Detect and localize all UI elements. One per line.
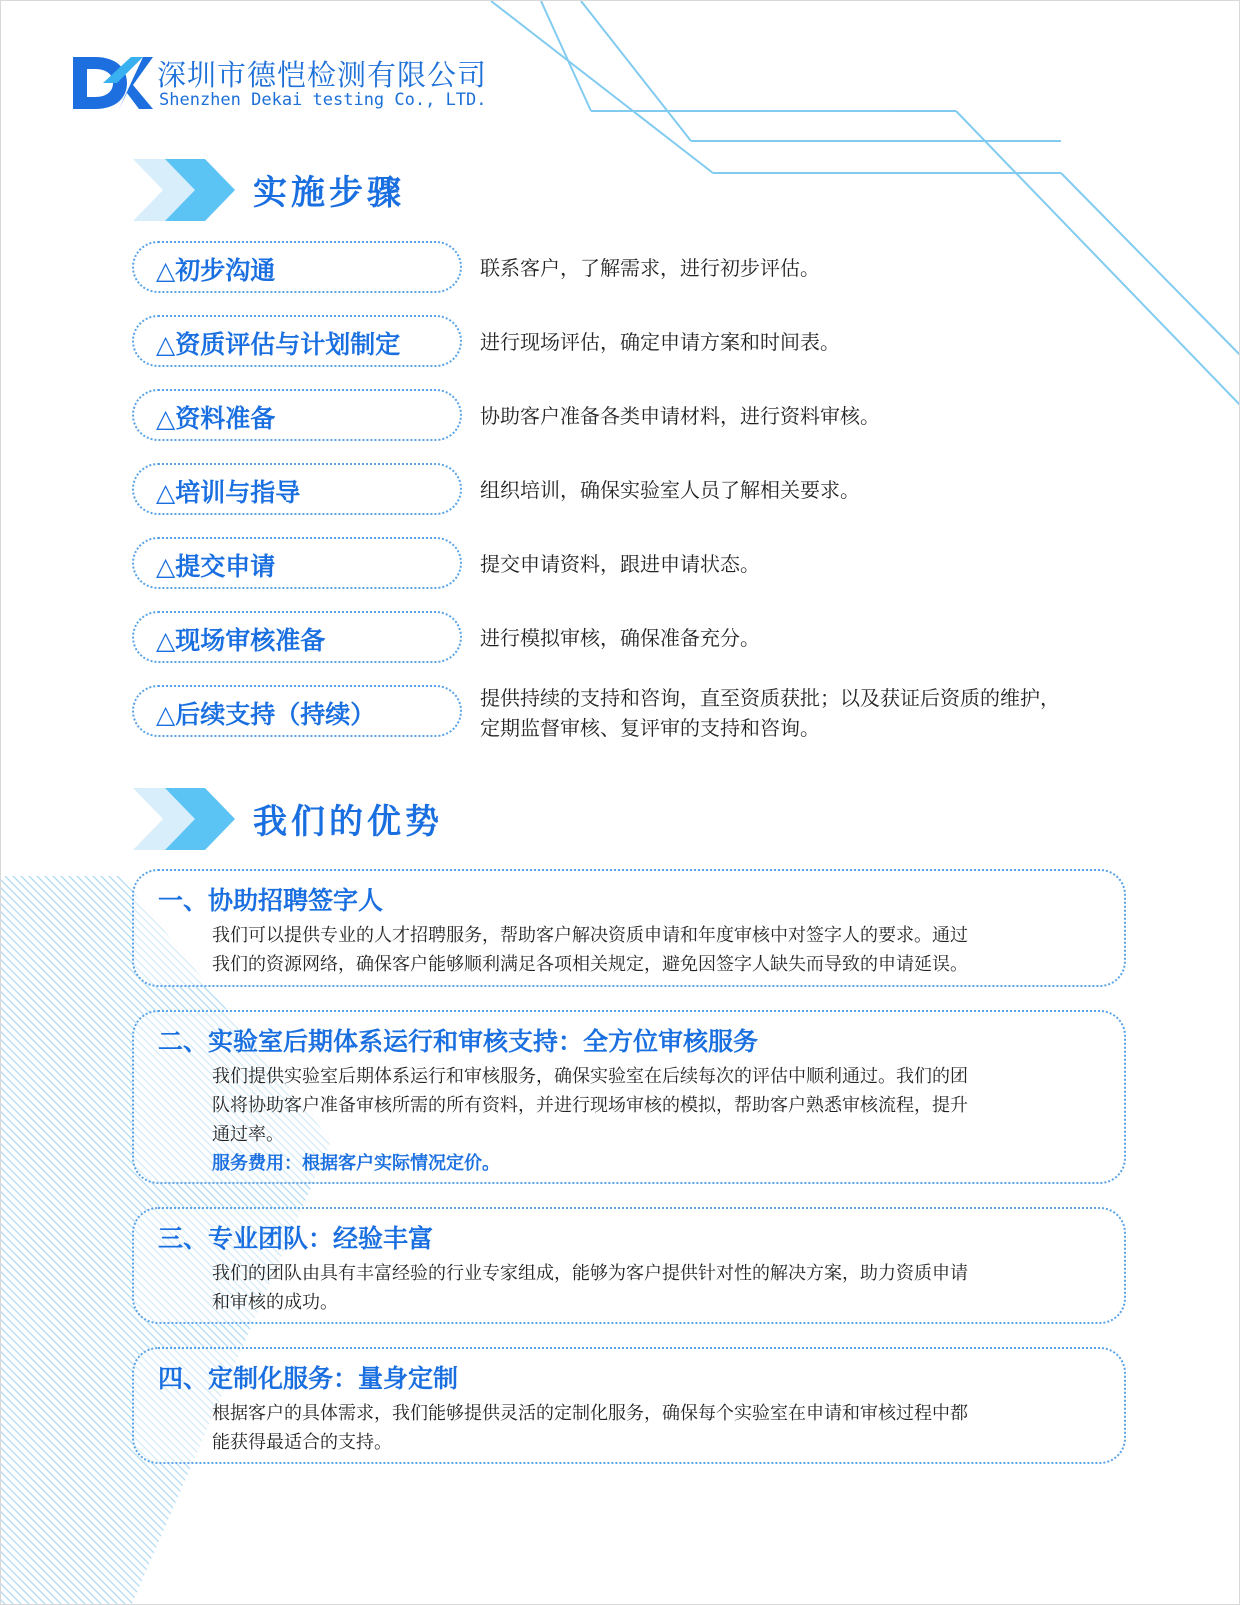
- step-description-line: 联系客户，了解需求，进行初步评估。: [480, 256, 820, 280]
- advantages-section-header: [133, 788, 493, 850]
- advantage-body-line: 能获得最适合的支持。: [212, 1432, 392, 1453]
- step-description: [480, 623, 760, 653]
- step-description: [480, 549, 760, 579]
- advantage-title: 三、专业团队：经验丰富: [158, 1224, 434, 1253]
- step-row: [132, 241, 1240, 293]
- step-description-line: 协助客户准备各类申请材料，进行资料审核。: [480, 404, 880, 428]
- step-row: [132, 389, 1240, 441]
- step-description-line: 进行模拟审核，确保准备充分。: [480, 626, 760, 650]
- advantage-body-line: 和审核的成功。: [212, 1292, 338, 1313]
- advantage-card: [132, 869, 1126, 987]
- step-row: [132, 611, 1240, 663]
- step-row: [132, 315, 1240, 367]
- company-name-cn: 深圳市德恺检测有限公司: [157, 58, 488, 92]
- steps-section-title: 实施步骤: [253, 173, 405, 213]
- advantage-body-line: 我们可以提供专业的人才招聘服务，帮助客户解决资质申请和年度审核中对签字人的要求。通过: [212, 925, 968, 946]
- step-label: △资质评估与计划制定: [156, 330, 401, 359]
- step-pill: [132, 463, 462, 515]
- step-label: △资料准备: [156, 404, 276, 433]
- advantage-card: [132, 1207, 1126, 1324]
- step-row: [132, 685, 1240, 740]
- step-description-line: 提供持续的支持和咨询，直至资质获批；以及获证后资质的维护，: [480, 686, 1060, 710]
- advantage-body-line: 根据客户的具体需求，我们能够提供灵活的定制化服务，确保每个实验室在申请和审核过程中都: [212, 1403, 968, 1424]
- step-description-line: 组织培训，确保实验室人员了解相关要求。: [480, 478, 860, 502]
- step-pill: [132, 389, 462, 441]
- advantage-body-line: 我们的团队由具有丰富经验的行业专家组成，能够为客户提供针对性的解决方案，助力资质申请: [212, 1263, 968, 1284]
- step-pill: [132, 241, 462, 293]
- advantage-title: 四、定制化服务：量身定制: [158, 1364, 459, 1393]
- step-label: △初步沟通: [156, 256, 276, 285]
- hatch-line: [1, 876, 23, 1605]
- step-row: [132, 463, 1240, 515]
- advantage-body: [212, 1399, 1072, 1457]
- double-chevron-icon: [133, 788, 243, 850]
- dk-logo-icon: [73, 53, 153, 113]
- step-label: △现场审核准备: [156, 626, 326, 655]
- step-pill: [132, 315, 462, 367]
- advantage-title: 二、实验室后期体系运行和审核支持：全方位审核服务: [158, 1027, 759, 1056]
- double-chevron-icon: [133, 159, 243, 221]
- advantage-body-line: 我们的资源网络，确保客户能够顺利满足各项相关规定，避免因签字人缺失而导致的申请延误。: [212, 954, 968, 975]
- service-fee-note: 服务费用：根据客户实际情况定价。: [212, 1153, 500, 1174]
- advantage-body: [212, 921, 1072, 979]
- advantage-body-line: 通过率。: [212, 1124, 284, 1145]
- hatch-line: [1, 876, 71, 1605]
- step-pill: [132, 611, 462, 663]
- step-description: [480, 475, 860, 505]
- step-description: [480, 401, 880, 431]
- advantage-card: [132, 1010, 1126, 1184]
- step-description-line: 提交申请资料，跟进申请状态。: [480, 552, 760, 576]
- step-label: △提交申请: [156, 552, 276, 581]
- step-label: △后续支持（持续）: [156, 700, 376, 729]
- advantage-title: 一、协助招聘签字人: [158, 886, 384, 915]
- company-name-en: Shenzhen Dekai testing Co., LTD.: [159, 90, 487, 110]
- advantage-body-line: 队将协助客户准备审核所需的所有资料，并进行现场审核的模拟，帮助客户熟悉审核流程，提升: [212, 1095, 968, 1116]
- step-description: [480, 327, 840, 357]
- advantage-body-line: 我们提供实验室后期体系运行和审核服务，确保实验室在后续每次的评估中顺利通过。我们的团: [212, 1066, 968, 1087]
- step-description-line: 定期监督审核、复评审的支持和咨询。: [480, 716, 820, 740]
- step-description: [480, 683, 1060, 743]
- step-description-line: 进行现场评估，确定申请方案和时间表。: [480, 330, 840, 354]
- step-label: △培训与指导: [156, 478, 301, 507]
- step-pill: [132, 685, 462, 737]
- steps-section-header: [133, 159, 433, 221]
- step-description: [480, 253, 820, 283]
- advantages-section-title: 我们的优势: [253, 802, 443, 842]
- step-pill: [132, 537, 462, 589]
- step-row: [132, 537, 1240, 589]
- advantage-body: [212, 1259, 1072, 1317]
- advantage-card: [132, 1347, 1126, 1464]
- advantage-body: [212, 1062, 1072, 1178]
